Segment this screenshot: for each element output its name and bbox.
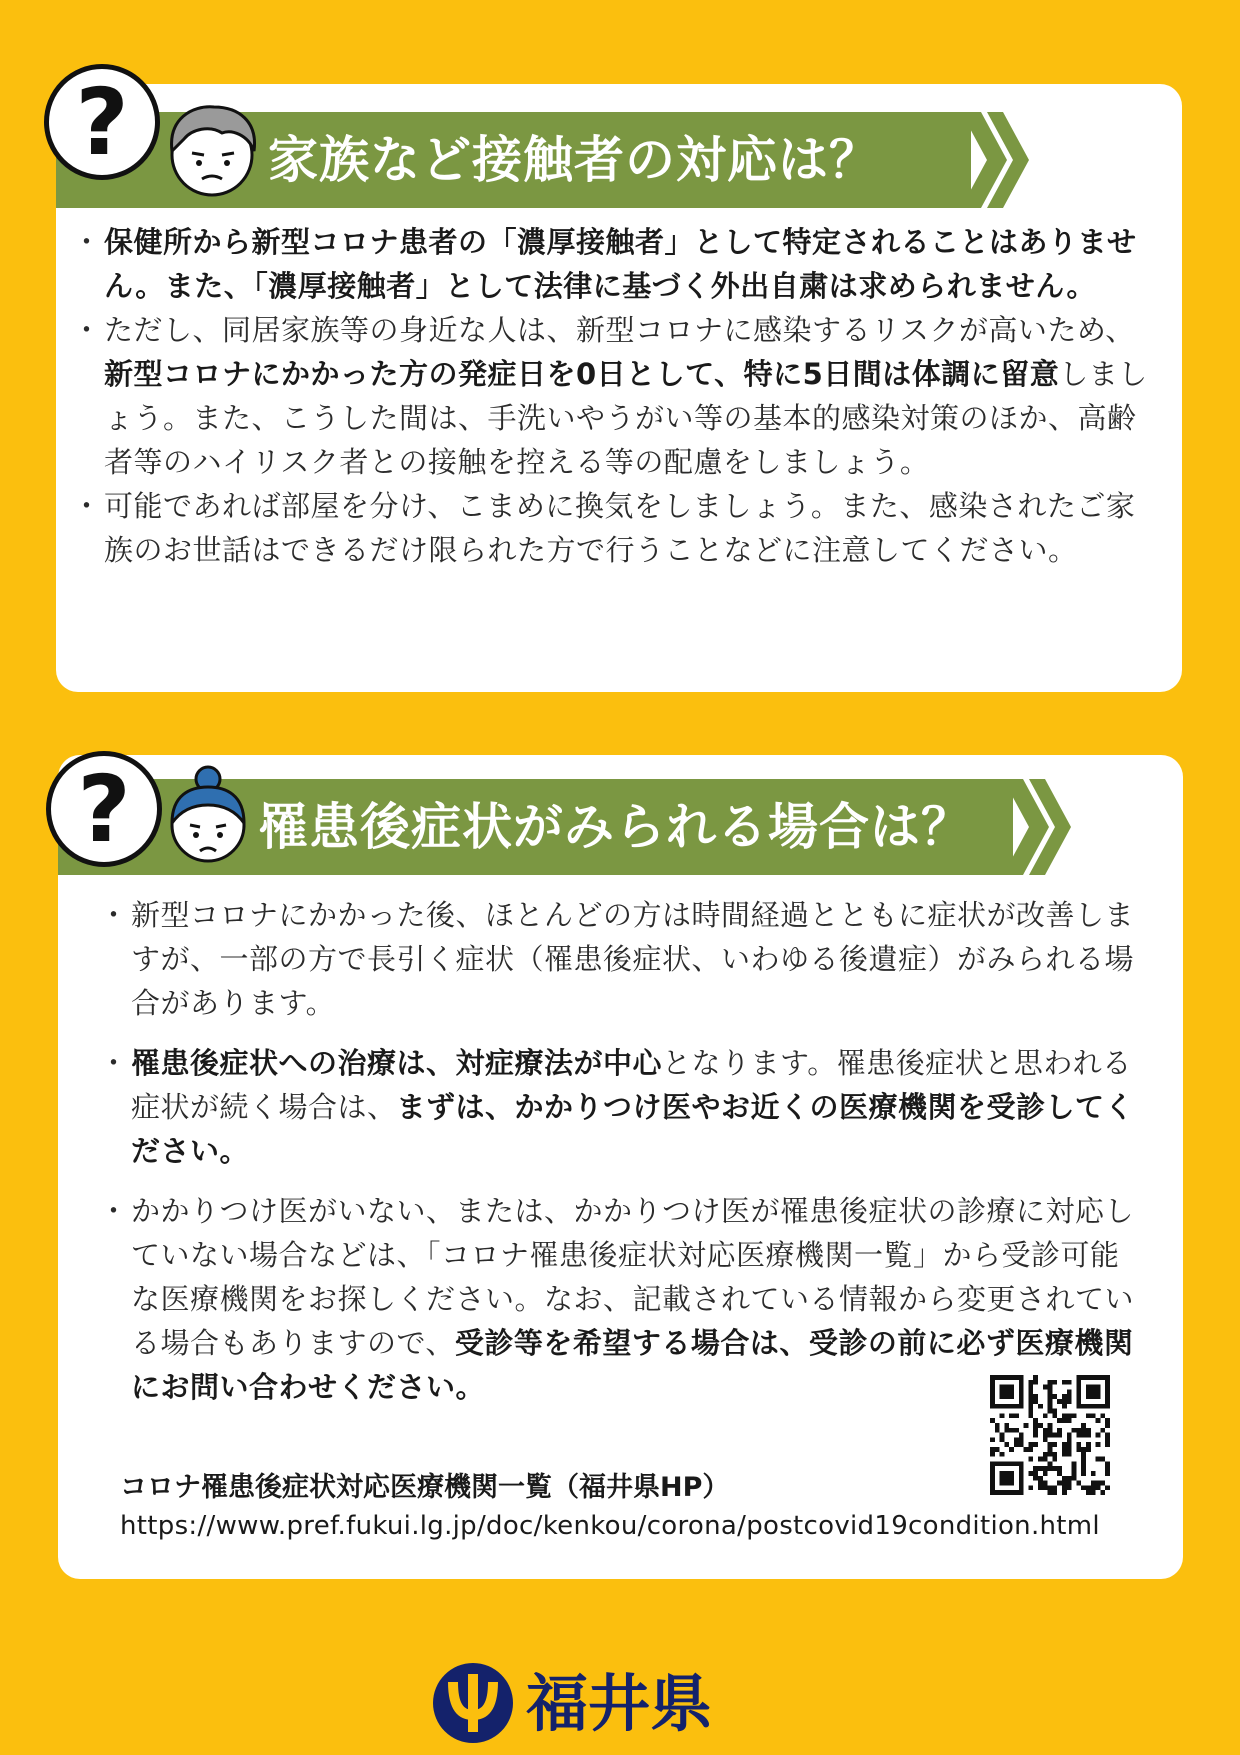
bullet-bold-text: 罹患後症状への治療は、対症療法が中心 [131,1046,663,1080]
bullet-item [78,220,1158,308]
section2-bullet-list [105,893,1145,1425]
section1-bullet-list [78,220,1158,572]
bullet-item [105,893,1145,1025]
bullet-bold-text: 新型コロナにかかった方の発症日を0日として、特に5日間は体調に留意 [104,357,1060,391]
link-url[interactable]: https://www.pref.fukui.lg.jp/doc/kenkou/corona/postcovid19condition.html [120,1511,1100,1541]
link-title: コロナ罹患後症状対応医療機関一覧（福井県HP） [120,1472,730,1503]
contact-person-card [56,69,1182,692]
bullet-text: しましょう。また、こうした間は、手洗いやうがい等の基本的感染対策のほか、高齢者等のハイリスク者との接触を控える等の配慮をしましょう。 [104,357,1148,479]
bullet-text: かかりつけ医がいない、または、かかりつけ医が罹患後症状の診療に対応していない場合などは、「コロナ罹患後症状対応医療機関一覧」から受診可能な医療機関をお探しください。なお、記載されている情報から変更されている場合もありますので、 [131,1194,1135,1360]
fukui-prefecture-logo [430,1660,516,1746]
question-mark-icon: ? [46,751,162,867]
bullet-bold-text: 保健所から新型コロナ患者の「濃厚接触者」として特定されることはありません。また、「濃厚接触者」として法律に基づく外出自粛は求められません。 [104,225,1137,303]
bullet-item [105,1189,1145,1409]
question-mark-icon: ? [44,64,160,180]
bullet-text: 可能であれば部屋を分け、こまめに換気をしましょう。また、感染されたご家族のお世話はできるだけ限られた方で行うことなどに注意してください。 [104,489,1136,567]
bullet-bold-text: まずは、かかりつけ医やお近くの医療機関を受診してください。 [131,1090,1135,1168]
prefecture-name: 福井県 [526,1667,713,1740]
bullet-text: 新型コロナにかかった後、ほとんどの方は時間経過とともに症状が改善しますが、一部の方で長引く症状（罹患後症状、いわゆる後遺症）がみられる場合があります。 [131,898,1135,1020]
bullet-bold-text: 受診等を希望する場合は、受診の前に必ず医療機関にお問い合わせください。 [131,1326,1134,1404]
chevron-arrows-icon [961,112,1041,208]
section1-heading: 家族など接触者の対応は？ [268,131,880,189]
bullet-text: ただし、同居家族等の身近な人は、新型コロナに感染するリスクが高いため、 [104,313,1135,347]
woman-person-icon [164,765,252,865]
qr-code-icon[interactable] [990,1375,1110,1495]
bullet-item [105,1041,1145,1173]
chevron-arrows-icon [1003,779,1083,875]
section2-heading: 罹患後症状がみられる場合は？ [258,798,972,856]
bullet-text: となります。罹患後症状と思われる症状が続く場合は、 [131,1046,1132,1124]
elderly-person-icon [162,99,264,199]
bullet-item [78,484,1158,572]
bullet-item [78,308,1158,484]
post-covid-card [58,755,1183,1579]
